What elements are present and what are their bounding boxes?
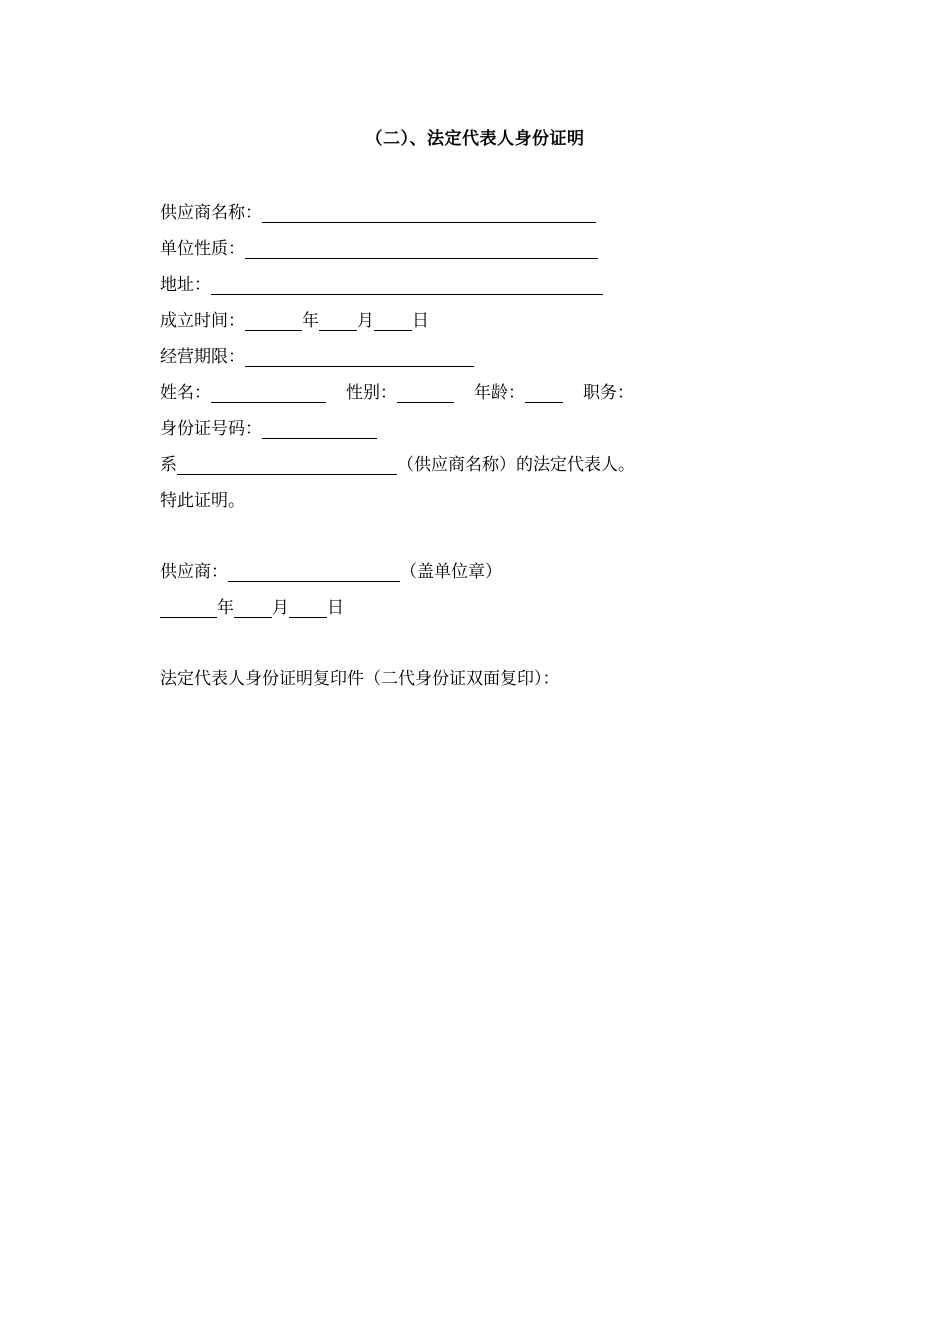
address-field[interactable] (211, 276, 603, 295)
supplier-seal-row (160, 557, 502, 583)
signature-month-field[interactable] (234, 599, 272, 618)
established-day-field[interactable] (374, 312, 412, 331)
seal-text: （盖单位章） (400, 562, 502, 582)
supplier-label: 供应商： (160, 562, 228, 582)
established-year-field[interactable] (245, 312, 302, 331)
company-name-field[interactable] (177, 456, 397, 475)
supplier-signature-field[interactable] (228, 563, 400, 582)
unit-nature-label: 单位性质： (160, 239, 245, 259)
established-label: 成立时间： (160, 311, 245, 331)
document-title: （二）、法定代表人身份证明 (365, 129, 585, 149)
certify-row (160, 486, 245, 512)
is-suffix: （供应商名称）的法定代表人。 (397, 455, 635, 475)
signature-year-field[interactable] (160, 599, 217, 618)
gender-field[interactable] (397, 384, 454, 403)
id-number-label: 身份证号码： (160, 419, 262, 439)
id-number-row (160, 414, 377, 440)
person-info-row (160, 378, 634, 404)
certify-text: 特此证明。 (160, 491, 245, 511)
attachment-note-row (160, 664, 560, 690)
signature-day-label: 日 (327, 598, 344, 618)
name-field[interactable] (211, 384, 326, 403)
address-label: 地址： (160, 275, 211, 295)
supplier-name-label: 供应商名称： (160, 203, 262, 223)
supplier-name-field[interactable] (262, 204, 596, 223)
attachment-note: 法定代表人身份证明复印件（二代身份证双面复印）： (160, 669, 560, 689)
is-prefix: 系 (160, 455, 177, 475)
unit-nature-row (160, 234, 598, 260)
id-number-field[interactable] (262, 420, 377, 439)
business-term-field[interactable] (245, 348, 474, 367)
month-label: 月 (357, 311, 374, 331)
signature-month-label: 月 (272, 598, 289, 618)
legal-rep-statement-row (160, 450, 635, 476)
age-label: 年龄： (474, 383, 525, 403)
name-label: 姓名： (160, 383, 211, 403)
address-row (160, 270, 603, 296)
signature-date-row (160, 593, 344, 619)
supplier-name-row (160, 198, 596, 224)
age-field[interactable] (525, 384, 563, 403)
year-label: 年 (302, 311, 319, 331)
unit-nature-field[interactable] (245, 240, 598, 259)
business-term-label: 经营期限： (160, 347, 245, 367)
day-label: 日 (412, 311, 429, 331)
established-date-row (160, 306, 429, 332)
signature-year-label: 年 (217, 598, 234, 618)
business-term-row (160, 342, 474, 368)
gender-label: 性别： (346, 383, 397, 403)
established-month-field[interactable] (319, 312, 357, 331)
signature-day-field[interactable] (289, 599, 327, 618)
position-label: 职务： (583, 383, 634, 403)
